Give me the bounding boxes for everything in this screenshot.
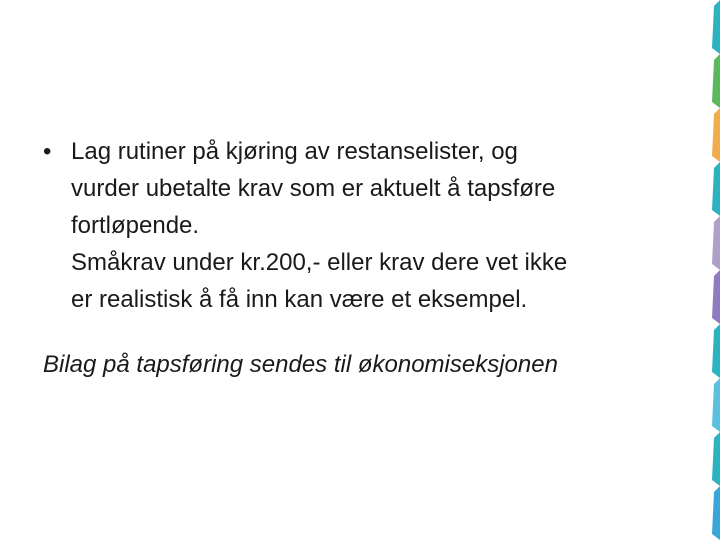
bullet-line: vurder ubetalte krav som er aktuelt å tapsføre xyxy=(71,175,556,202)
strip-segment xyxy=(712,486,720,540)
bullet-line: Lag rutiner på kjøring av restanselister, og xyxy=(71,138,518,165)
bullet-line: er realistisk å få inn kan være et eksempel. xyxy=(71,286,528,313)
strip-segment xyxy=(712,378,720,432)
strip-segment xyxy=(712,162,720,216)
strip-segment xyxy=(712,108,720,162)
footnote-text: Bilag på tapsføring sendes til økonomiseksjonen xyxy=(43,351,558,378)
bullet-item xyxy=(43,133,693,318)
decorative-side-strip xyxy=(710,0,720,540)
strip-segment xyxy=(712,270,720,324)
strip-segment xyxy=(712,54,720,108)
bullet-marker: • xyxy=(43,138,52,165)
bullet-line: Småkrav under kr.200,- eller krav dere vet ikke xyxy=(71,249,568,276)
strip-segment xyxy=(712,324,720,378)
bullet-line: fortløpende. xyxy=(71,212,200,239)
strip-segment xyxy=(712,432,720,486)
strip-segment xyxy=(712,0,720,54)
slide-content xyxy=(43,133,693,383)
strip-segment xyxy=(712,216,720,270)
side-strip-graphic xyxy=(710,0,720,540)
